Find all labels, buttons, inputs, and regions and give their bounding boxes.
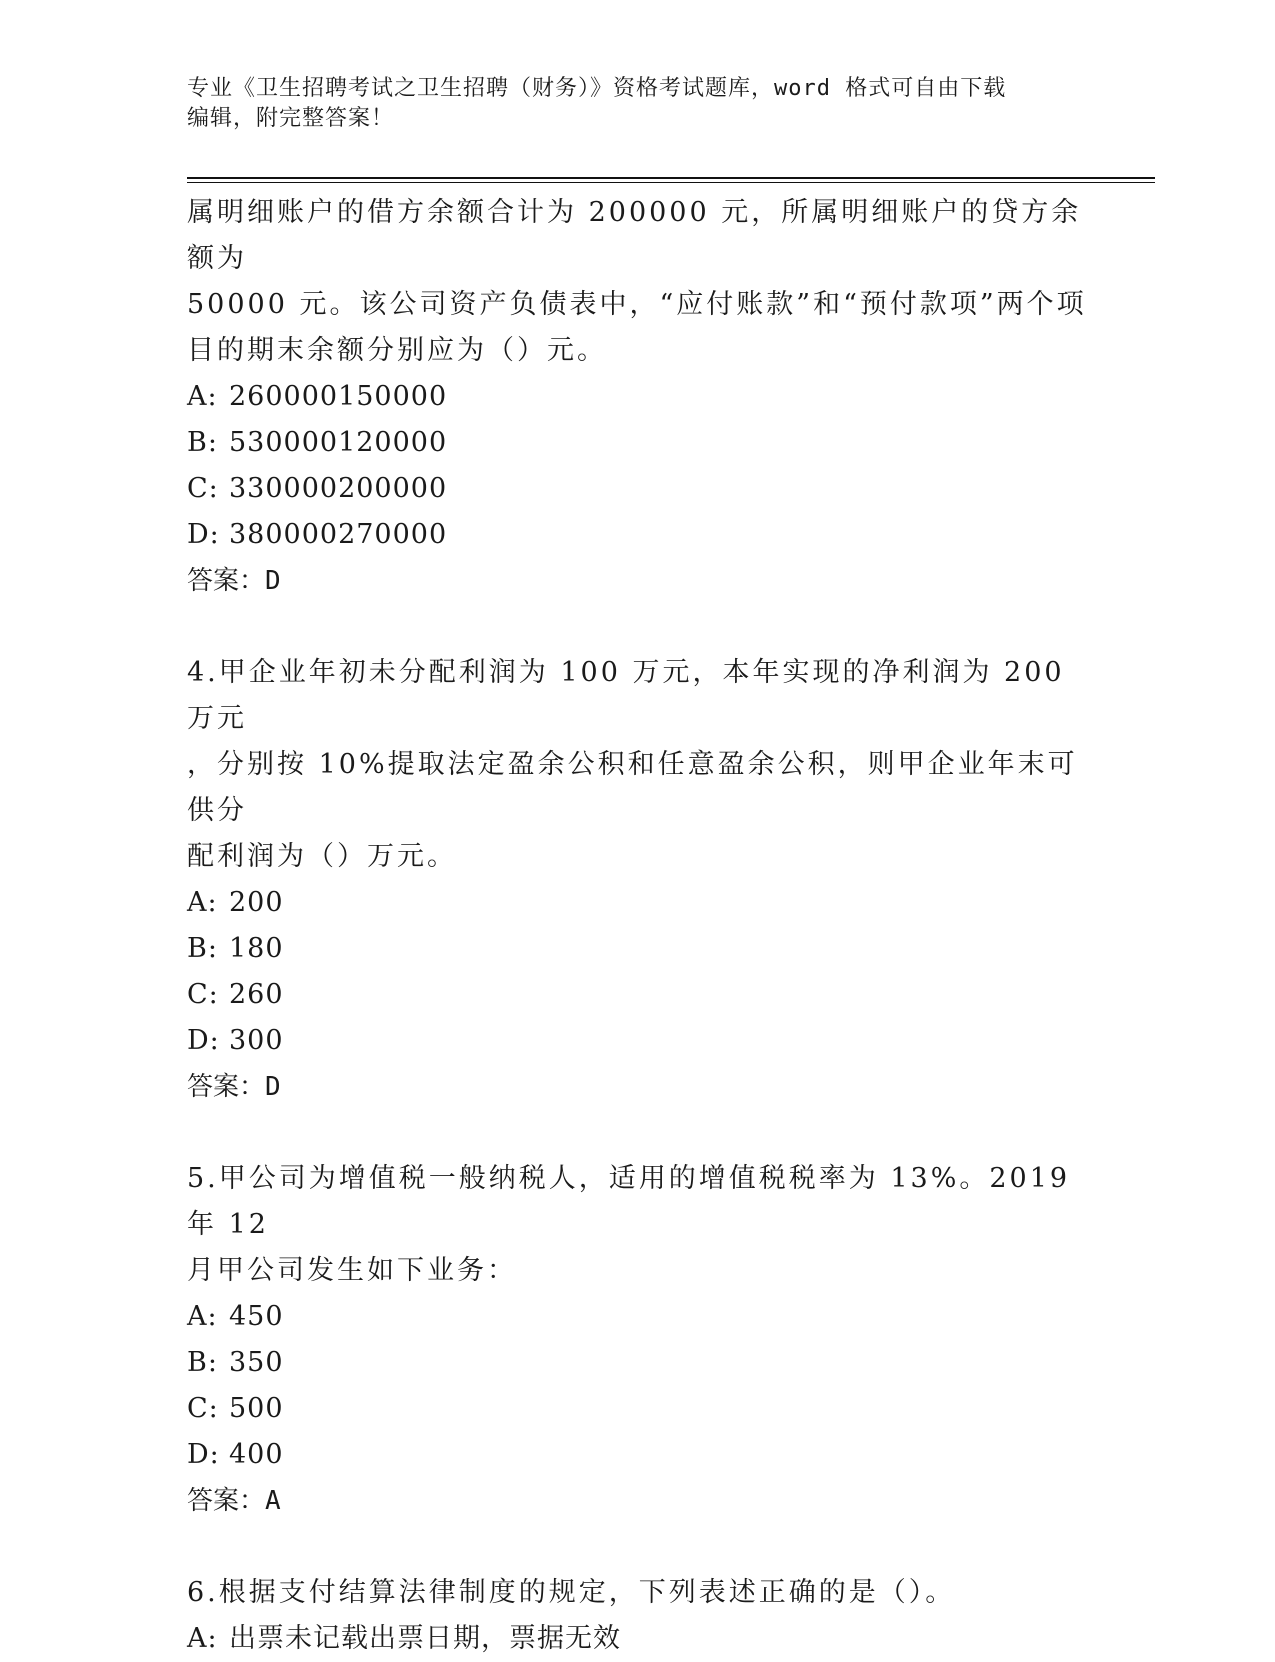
option-text: 330000200000 <box>229 473 448 504</box>
question-text-line: 属明细账户的借方余额合计为 200000 元，所属明细账户的贷方余额为 <box>187 197 1082 274</box>
option-key: C: <box>187 979 219 1010</box>
option-text: 450 <box>229 1301 284 1332</box>
option-key: A: <box>187 1623 218 1654</box>
option-a <box>187 880 1087 926</box>
option-key: D: <box>187 519 220 550</box>
option-text: 350 <box>229 1347 284 1378</box>
option-key: C: <box>187 473 219 504</box>
option-c <box>187 1386 1087 1432</box>
question-list <box>187 190 1087 1662</box>
option-d <box>187 1018 1087 1064</box>
option-key: D: <box>187 1439 220 1470</box>
header-line-2: 编辑，附完整答案！ <box>187 106 395 131</box>
option-text: 400 <box>229 1439 284 1470</box>
option-a <box>187 374 1087 420</box>
option-a <box>187 1616 1087 1662</box>
question-text-line: 月甲公司发生如下业务： <box>187 1255 517 1286</box>
question-text-line: 6.根据支付结算法律制度的规定，下列表述正确的是（）。 <box>187 1577 956 1608</box>
option-key: A: <box>187 887 218 918</box>
header-divider-thin <box>187 182 1155 183</box>
answer-line: 答案：A <box>187 1486 281 1516</box>
option-text: 260000150000 <box>229 381 448 412</box>
question-text-line: 目的期末余额分别应为（）元。 <box>187 335 607 366</box>
header-divider-thick <box>187 177 1155 179</box>
question-block <box>187 1570 1087 1662</box>
option-key: A: <box>187 1301 218 1332</box>
header-line-1: 专业《卫生招聘考试之卫生招聘（财务）》资格考试题库，word 格式可自由下载 <box>187 76 1007 101</box>
question-text-line: 50000 元。该公司资产负债表中，“应付账款”和“预付款项”两个项 <box>187 289 1087 320</box>
question-text-line: 4.甲企业年初未分配利润为 100 万元，本年实现的净利润为 200 万元 <box>187 657 1065 734</box>
answer-line: 答案：D <box>187 566 281 596</box>
option-key: C: <box>187 1393 219 1424</box>
option-b <box>187 1340 1087 1386</box>
option-key: B: <box>187 1347 218 1378</box>
option-b <box>187 926 1087 972</box>
question-block <box>187 190 1087 604</box>
question-text-line: ，分别按 10%提取法定盈余公积和任意盈余公积，则甲企业年末可供分 <box>187 749 1078 826</box>
option-key: D: <box>187 1025 220 1056</box>
option-key: B: <box>187 427 218 458</box>
option-text: 180 <box>229 933 284 964</box>
question-text-line: 5.甲公司为增值税一般纳税人，适用的增值税税率为 13%。2019 年 12 <box>187 1163 1071 1240</box>
option-c <box>187 972 1087 1018</box>
option-text: 500 <box>229 1393 284 1424</box>
option-text: 260 <box>229 979 284 1010</box>
option-key: B: <box>187 933 218 964</box>
document-header <box>187 74 1087 134</box>
question-block <box>187 1156 1087 1524</box>
option-text: 530000120000 <box>229 427 448 458</box>
option-c <box>187 466 1087 512</box>
option-text: 出票未记载出票日期，票据无效 <box>229 1623 621 1654</box>
option-key: A: <box>187 381 218 412</box>
option-b <box>187 420 1087 466</box>
option-d <box>187 512 1087 558</box>
option-a <box>187 1294 1087 1340</box>
question-block <box>187 650 1087 1110</box>
option-d <box>187 1432 1087 1478</box>
option-text: 380000270000 <box>229 519 448 550</box>
question-text-line: 配利润为（）万元。 <box>187 841 457 872</box>
answer-line: 答案：D <box>187 1072 281 1102</box>
option-text: 200 <box>229 887 284 918</box>
option-text: 300 <box>229 1025 284 1056</box>
